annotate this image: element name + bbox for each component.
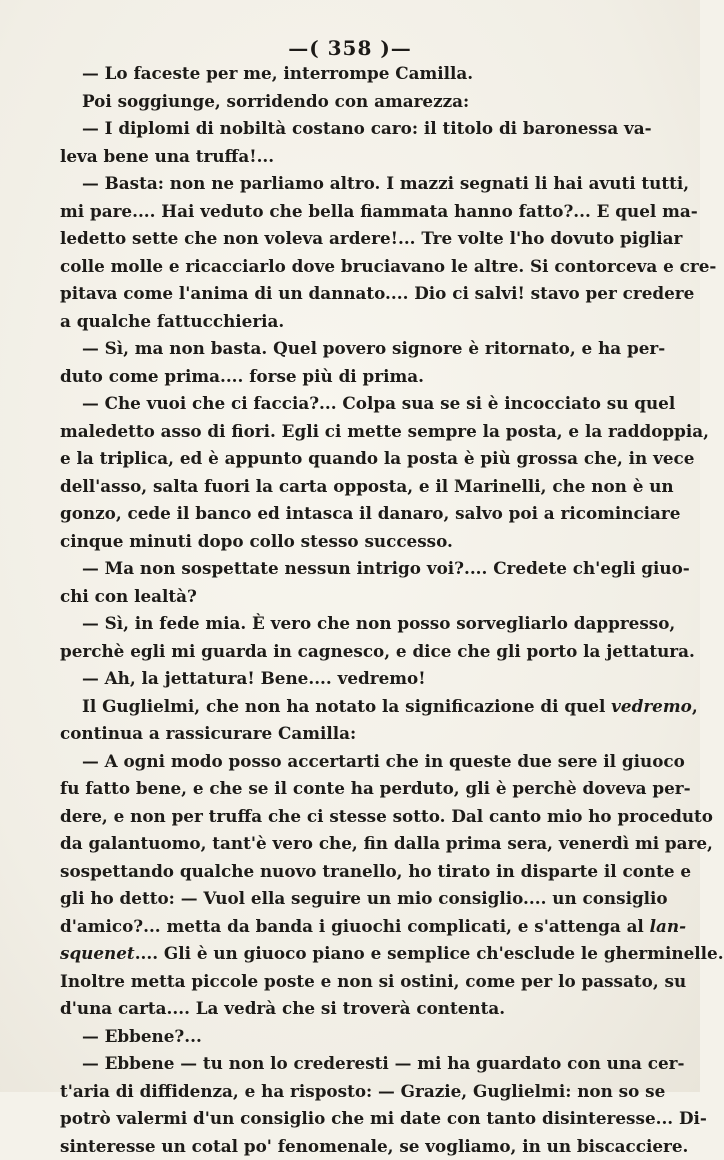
text-line: ledetto sette che non voleva ardere!... Tre volte l'ho dovuto pigliar bbox=[60, 225, 638, 253]
text-line: duto come prima.... forse più di prima. bbox=[60, 363, 638, 391]
text-line: continua a rassicurare Camilla: bbox=[60, 720, 638, 748]
text-segment: gli ho detto: — Vuol ella seguire un mio consiglio.... un consiglio bbox=[60, 888, 668, 908]
text-line bbox=[60, 885, 638, 913]
text-line: mi pare.... Hai veduto che bella fiammata hanno fatto?... E quel ma- bbox=[60, 198, 638, 226]
text-line: — Lo faceste per me, interrompe Camilla. bbox=[60, 60, 638, 88]
text-segment: .... Gli è un giuoco piano e semplice ch'esclude le gherminelle. bbox=[135, 943, 724, 963]
text-line: — Ma non sospettate nessun intrigo voi?.... Credete ch'egli giuo- bbox=[60, 555, 638, 583]
text-line: Inoltre metta piccole poste e non si ostini, come per lo passato, su bbox=[60, 968, 638, 996]
text-segment: Il Guglielmi, che non ha notato la significazione di quel bbox=[82, 696, 611, 716]
text-line: maledetto asso di fiori. Egli ci mette sempre la posta, e la raddoppia, bbox=[60, 418, 638, 446]
text-line: — Ebbene?... bbox=[60, 1023, 638, 1051]
text-line: — I diplomi di nobiltà costano caro: il titolo di baronessa va- bbox=[60, 115, 638, 143]
italic-word: lan- bbox=[650, 916, 686, 936]
text-segment: d'amico?... metta da banda i giuochi complicati, e s'attenga al bbox=[60, 916, 650, 936]
text-line: colle molle e ricacciarlo dove bruciavano le altre. Si contorceva e cre- bbox=[60, 253, 638, 281]
text-line: — Sì, ma non basta. Quel povero signore è ritornato, e ha per- bbox=[60, 335, 638, 363]
text-line: potrò valermi d'un consiglio che mi date con tanto disinteresse... Di- bbox=[60, 1105, 638, 1133]
text-line: — A ogni modo posso accertarti che in queste due sere il giuoco bbox=[60, 748, 638, 776]
text-line bbox=[60, 913, 638, 941]
text-line: — Ah, la jettatura! Bene.... vedremo! bbox=[60, 665, 638, 693]
text-line: dere, e non per truffa che ci stesse sotto. Dal canto mio ho proceduto bbox=[60, 803, 638, 831]
text-line: chi con lealtà? bbox=[60, 583, 638, 611]
text-line: d'una carta.... La vedrà che si troverà contenta. bbox=[60, 995, 638, 1023]
text-line: cinque minuti dopo collo stesso successo. bbox=[60, 528, 638, 556]
text-line: da galantuomo, tant'è vero che, fin dalla prima sera, venerdì mi pare, bbox=[60, 830, 638, 858]
text-line: fu fatto bene, e che se il conte ha perduto, gli è perchè doveva per- bbox=[60, 775, 638, 803]
text-line: pitava come l'anima di un dannato.... Dio ci salvi! stavo per credere bbox=[60, 280, 638, 308]
text-line bbox=[60, 940, 638, 968]
text-line: — Sì, in fede mia. È vero che non posso sorvegliarlo dappresso, bbox=[60, 610, 638, 638]
text-line: Poi soggiunge, sorridendo con amarezza: bbox=[60, 88, 638, 116]
text-line bbox=[60, 693, 638, 721]
italic-word: vedremo bbox=[611, 696, 692, 716]
text-line: a qualche fattucchieria. bbox=[60, 308, 638, 336]
text-line: leva bene una truffa!... bbox=[60, 143, 638, 171]
text-line: sinteresse un cotal po' fenomenale, se vogliamo, in un biscacciere. bbox=[60, 1133, 638, 1160]
text-line: — Che vuoi che ci faccia?... Colpa sua se si è incocciato su quel bbox=[60, 390, 638, 418]
text-line: e la triplica, ed è appunto quando la posta è più grossa che, in vece bbox=[60, 445, 638, 473]
text-line: gonzo, cede il banco ed intasca il danaro, salvo poi a ricominciare bbox=[60, 500, 638, 528]
text-line: sospettando qualche nuovo tranello, ho tirato in disparte il conte e bbox=[60, 858, 638, 886]
text-line: — Basta: non ne parliamo altro. I mazzi segnati li hai avuti tutti, bbox=[60, 170, 638, 198]
text-segment: , bbox=[692, 696, 698, 716]
italic-word: squenet bbox=[60, 943, 135, 963]
page-body bbox=[60, 60, 638, 1160]
text-line: — Ebbene — tu non lo crederesti — mi ha guardato con una cer- bbox=[60, 1050, 638, 1078]
text-line: perchè egli mi guarda in cagnesco, e dice che gli porto la jettatura. bbox=[60, 638, 638, 666]
page-number: —( 358 )— bbox=[0, 36, 700, 60]
text-line: dell'asso, salta fuori la carta opposta, e il Marinelli, che non è un bbox=[60, 473, 638, 501]
text-line: t'aria di diffidenza, e ha risposto: — Grazie, Guglielmi: non so se bbox=[60, 1078, 638, 1106]
